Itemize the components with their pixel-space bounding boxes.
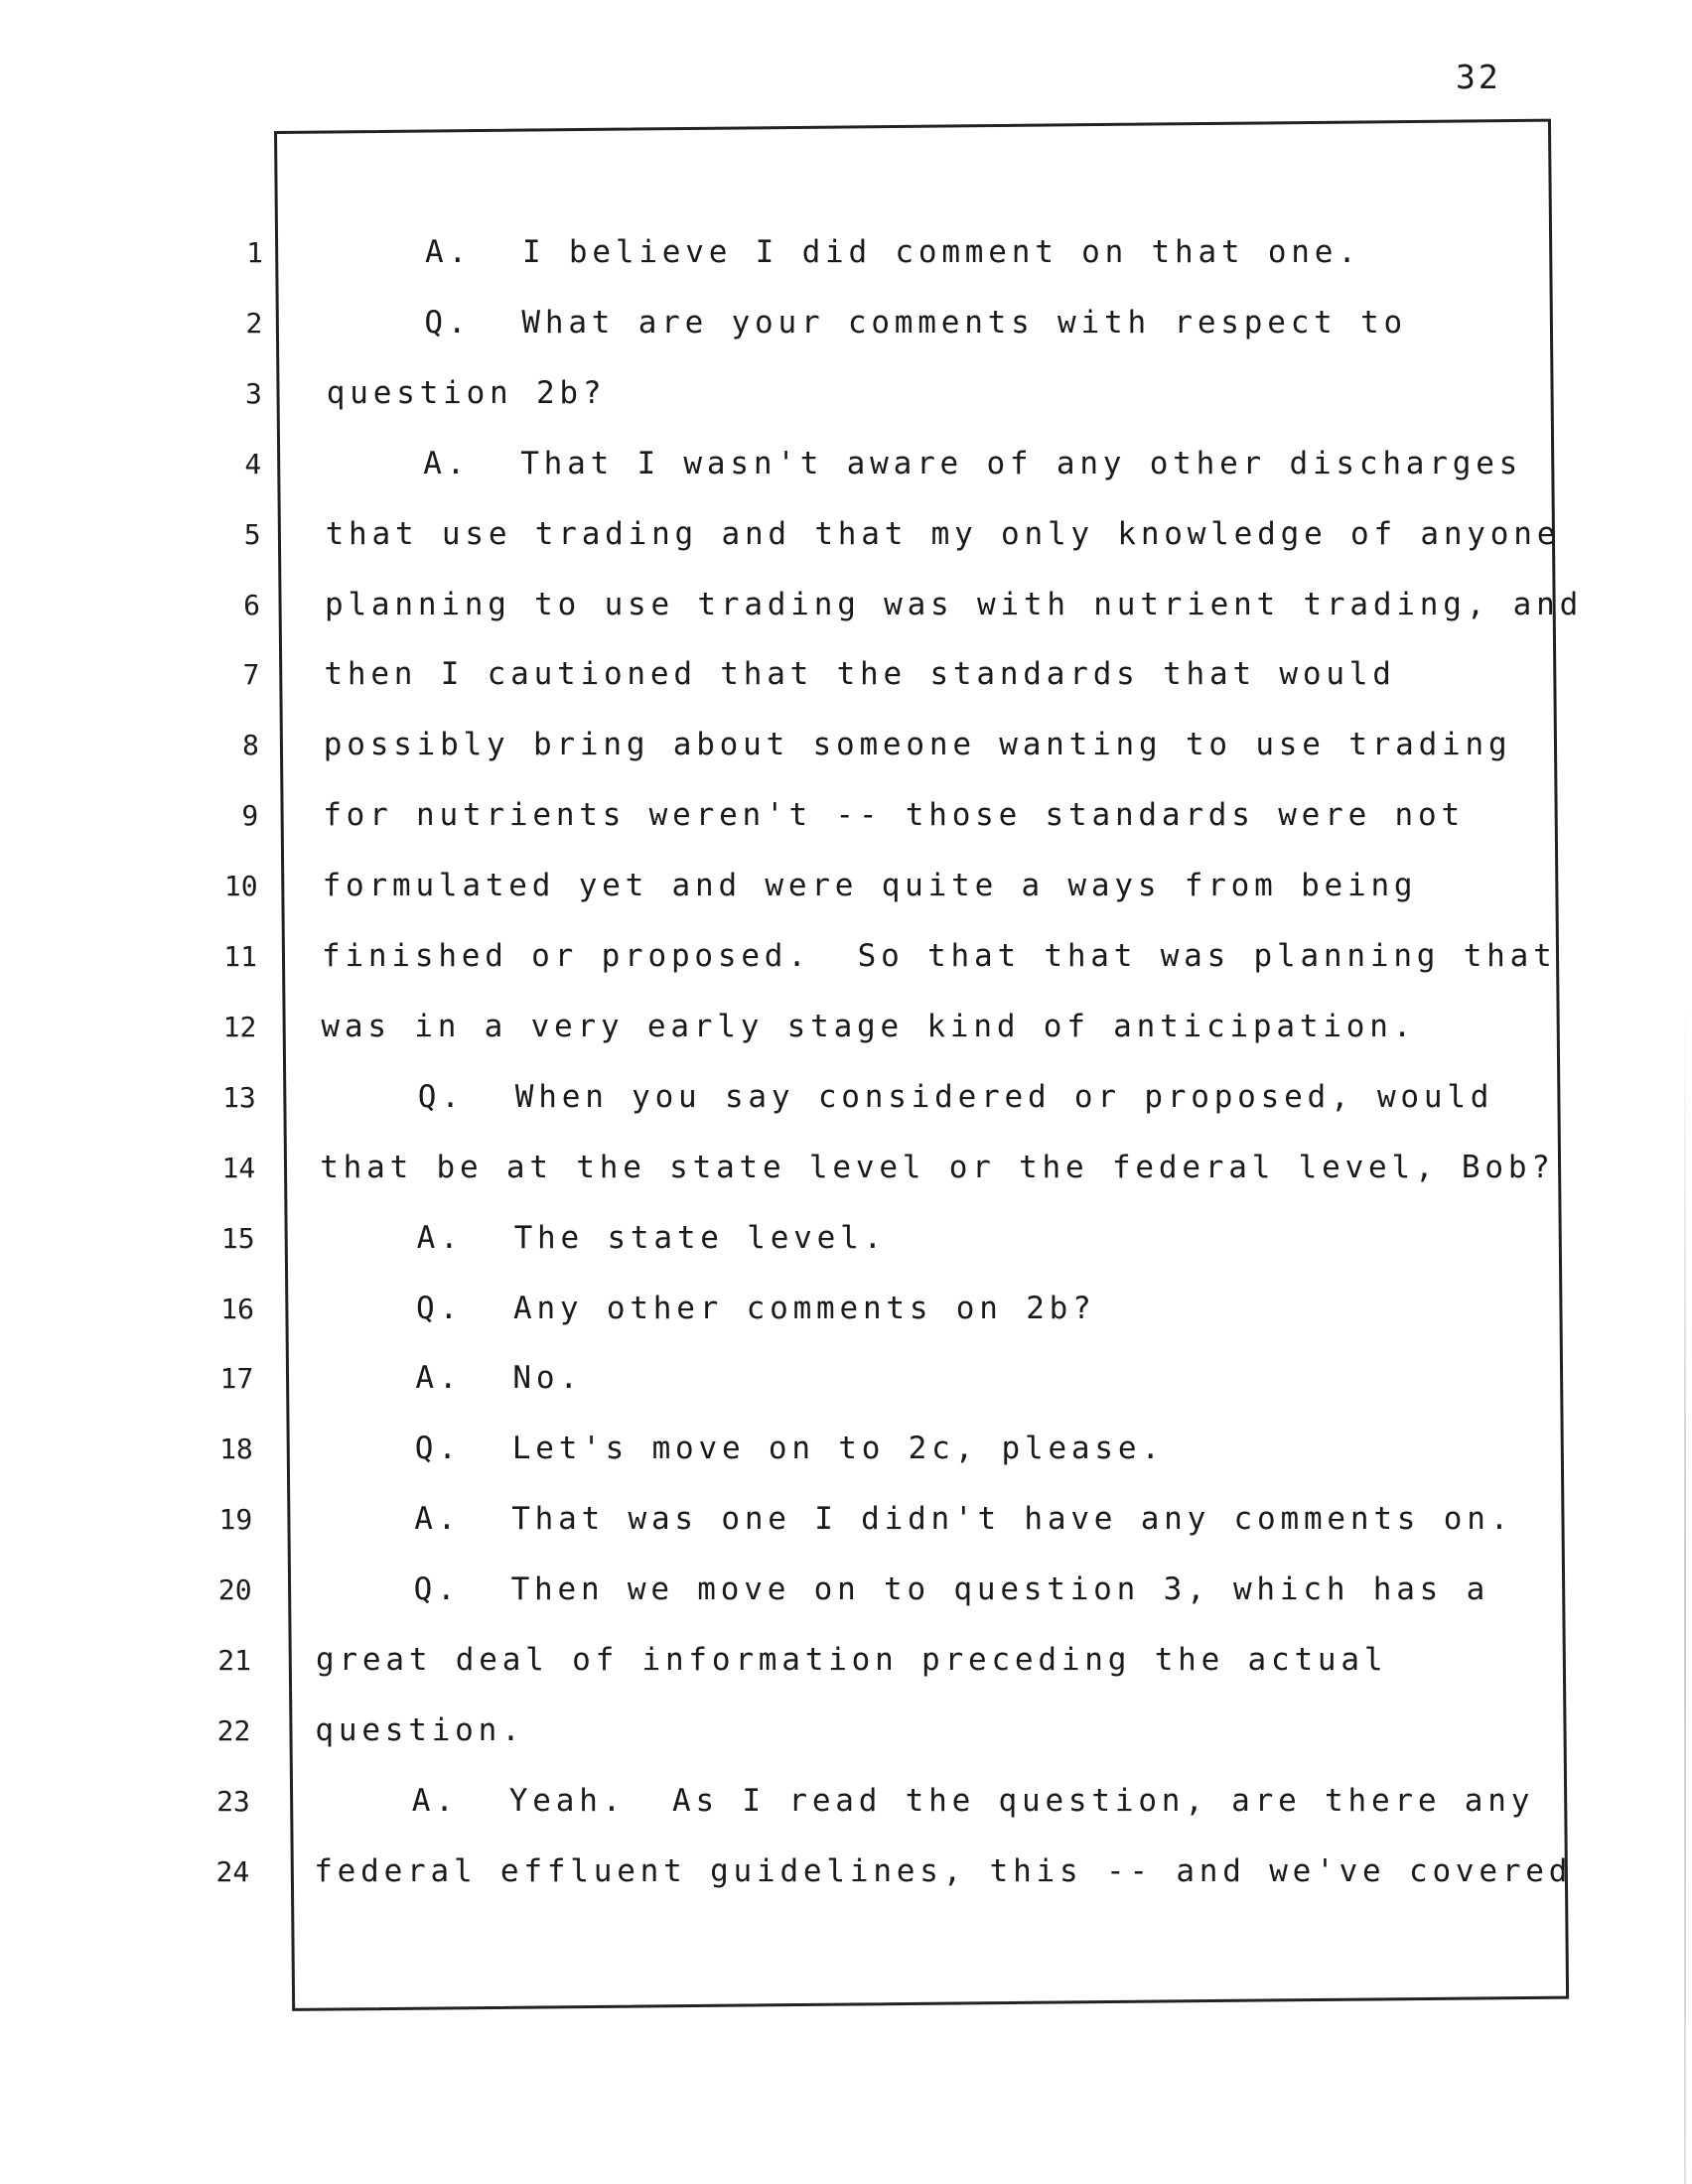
line-number: 18 — [219, 1433, 253, 1466]
line-number: 5 — [243, 517, 261, 551]
line-number: 21 — [217, 1644, 251, 1677]
line-number: 24 — [215, 1854, 250, 1888]
transcript-line-text: The state level. — [513, 1219, 888, 1256]
speaker-label: Q. — [413, 1571, 461, 1608]
transcript-line-text: was in a very early stage kind of anticipation. — [321, 1008, 1417, 1044]
transcript-line-text: federal effluent guidelines, this -- and we've covered — [314, 1852, 1573, 1889]
speaker-label: A. — [416, 1219, 464, 1256]
transcript-line-text: That was one I didn't have any comments on. — [511, 1501, 1514, 1538]
line-number: 14 — [221, 1151, 256, 1184]
line-number: 6 — [243, 588, 260, 621]
speaker-label: A. — [411, 1782, 459, 1819]
transcript-line-text: question. — [315, 1711, 525, 1748]
line-number: 8 — [241, 729, 259, 762]
line-number: 3 — [244, 376, 262, 410]
transcript-line-text: then I cautioned that the standards that would — [324, 656, 1396, 693]
transcript-line-text: possibly bring about someone wanting to use trading — [323, 727, 1512, 763]
page-number: 32 — [1456, 58, 1501, 96]
line-number: 22 — [216, 1713, 251, 1747]
speaker-label: A. — [423, 445, 471, 481]
transcript-line-text: great deal of information preceding the actual — [316, 1642, 1388, 1678]
transcript-line-text: Any other comments on 2b? — [513, 1290, 1096, 1326]
line-number: 11 — [223, 940, 257, 973]
transcript-line-text: Let's move on to 2c, please. — [511, 1431, 1165, 1467]
line-number: 13 — [222, 1080, 256, 1114]
transcript-line-text: Yeah. As I read the question, are there any — [508, 1782, 1535, 1819]
transcript-line-text: That I wasn't aware of any other discharges — [520, 445, 1523, 481]
speaker-label: Q. — [414, 1431, 462, 1467]
line-number: 19 — [218, 1503, 253, 1537]
transcript-line-text: I believe I did comment on that one. — [522, 234, 1361, 270]
speaker-label: Q. — [424, 304, 472, 341]
line-number: 9 — [241, 799, 259, 833]
speaker-label: Q. — [416, 1290, 463, 1326]
transcript-line-text: question 2b? — [326, 374, 607, 411]
line-number: 4 — [244, 447, 262, 480]
line-number: 15 — [220, 1221, 255, 1255]
transcript-line-text: finished or proposed. So that that was planning that — [322, 938, 1557, 974]
transcript-line-text: planning to use trading was with nutrient trading, and — [325, 586, 1584, 622]
transcript-line-text: Then we move on to question 3, which has a — [510, 1571, 1490, 1608]
transcript-line-text: for nutrients weren't -- those standards were not — [323, 797, 1465, 834]
speaker-label: A. — [414, 1501, 462, 1538]
line-number: 1 — [246, 236, 263, 269]
line-number: 7 — [242, 658, 260, 692]
line-number: 12 — [222, 1010, 257, 1043]
scan-edge — [1684, 993, 1686, 2184]
line-number: 20 — [217, 1573, 252, 1607]
transcript-line-text: that be at the state level or the federal level, Bob? — [320, 1149, 1555, 1185]
line-number: 16 — [220, 1292, 254, 1325]
line-number: 17 — [219, 1362, 254, 1396]
line-number: 10 — [223, 870, 258, 903]
line-number: 2 — [245, 306, 263, 340]
line-number: 23 — [216, 1784, 250, 1818]
transcript-line-text: that use trading and that my only knowledge of anyone — [325, 515, 1561, 552]
speaker-label: A. — [415, 1360, 463, 1397]
speaker-label: Q. — [417, 1078, 465, 1115]
transcript-line-text: What are your comments with respect to — [521, 304, 1408, 341]
transcript-line-text: When you say considered or proposed, would — [514, 1078, 1494, 1115]
speaker-label: A. — [425, 234, 472, 270]
transcript-line-text: No. — [512, 1360, 583, 1397]
transcript-line-text: formulated yet and were quite a ways from being — [322, 868, 1418, 904]
